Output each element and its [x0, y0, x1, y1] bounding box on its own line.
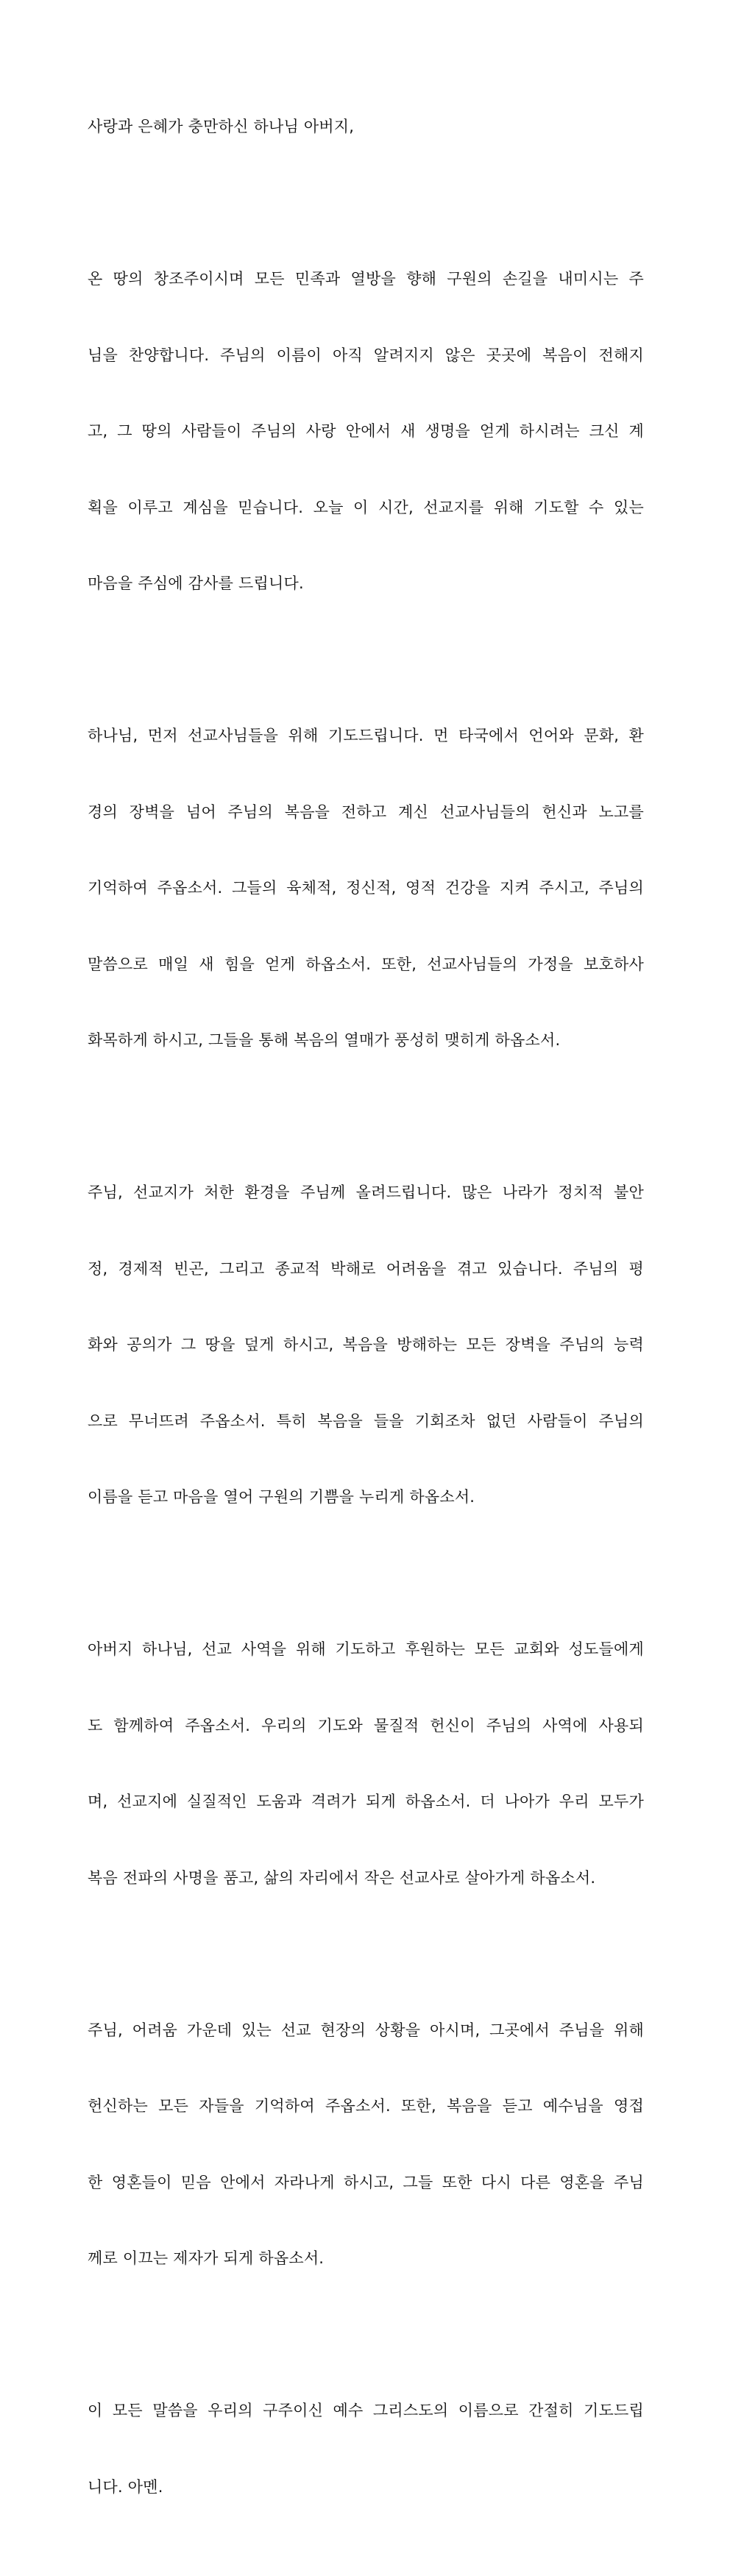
paragraph-churches [88, 1586, 644, 1941]
text-line: 이 모든 말씀을 우리의 구주이신 예수 그리스도의 이름으로 간절히 기도드립 [88, 2402, 644, 2419]
text-line: 고, 그 땅의 사람들이 주님의 사랑 안에서 새 생명을 얻게 하시려는 크신 계 [88, 422, 644, 440]
paragraph-praise [88, 216, 644, 647]
text-line: 한 영혼들이 믿음 안에서 자라나게 하시고, 그들 또한 다시 다른 영혼을 주님 [88, 2173, 644, 2191]
text-line: 화와 공의가 그 땅을 덮게 하시고, 복음을 방해하는 모든 장벽을 주님의 능력 [88, 1336, 644, 1353]
text-line: 니다. 아멘. [88, 2477, 163, 2496]
text-line: 온 땅의 창조주이시며 모든 민족과 열방을 향해 구원의 손길을 내미시는 주 [88, 270, 644, 288]
text-line: 아버지 하나님, 선교 사역을 위해 기도하고 후원하는 모든 교회와 성도들에게 [88, 1640, 644, 1658]
paragraph-greeting [88, 63, 644, 191]
paragraph-mission-field [88, 1129, 644, 1561]
text-line: 이름을 듣고 마음을 열어 구원의 기쁨을 누리게 하옵소서. [88, 1488, 475, 1506]
paragraph-closing [88, 2347, 644, 2550]
text-line: 께로 이끄는 제자가 되게 하옵소서. [88, 2249, 325, 2267]
paragraph-missionaries [88, 672, 644, 1104]
text-line: 님을 찬양합니다. 주님의 이름이 아직 알려지지 않은 곳곳에 복음이 전해지 [88, 346, 644, 364]
text-line: 주님, 어려움 가운데 있는 선교 현장의 상황을 아시며, 그곳에서 주님을 위해 [88, 2021, 644, 2039]
text-line: 헌신하는 모든 자들을 기억하여 주옵소서. 또한, 복음을 듣고 예수님을 영접 [88, 2097, 644, 2115]
text-line: 도 함께하여 주옵소서. 우리의 기도와 물질적 헌신이 주님의 사역에 사용되 [88, 1716, 644, 1734]
text-line: 화목하게 하시고, 그들을 통해 복음의 열매가 풍성히 맺히게 하옵소서. [88, 1031, 561, 1049]
text-line: 획을 이루고 계심을 믿습니다. 오늘 이 시간, 선교지를 위해 기도할 수 있는 [88, 498, 644, 516]
text-line: 경의 장벽을 넘어 주님의 복음을 전하고 계신 선교사님들의 헌신과 노고를 [88, 803, 644, 821]
text-line: 말씀으로 매일 새 힘을 얻게 하옵소서. 또한, 선교사님들의 가정을 보호하사 [88, 955, 644, 973]
text-line: 기억하여 주옵소서. 그들의 육체적, 정신적, 영적 건강을 지켜 주시고, 주님의 [88, 879, 644, 897]
text-line: 복음 전파의 사명을 품고, 삶의 자리에서 작은 선교사로 살아가게 하옵소서. [88, 1868, 596, 1887]
text-line: 사랑과 은혜가 충만하신 하나님 아버지, [88, 118, 355, 135]
text-line: 마음을 주심에 감사를 드립니다. [88, 574, 304, 592]
text-line: 주님, 선교지가 처한 환경을 주님께 올려드립니다. 많은 나라가 정치적 불안 [88, 1184, 644, 1201]
text-line: 며, 선교지에 실질적인 도움과 격려가 되게 하옵소서. 더 나아가 우리 모두가 [88, 1793, 644, 1810]
text-line: 으로 무너뜨려 주옵소서. 특히 복음을 들을 기회조차 없던 사람들이 주님의 [88, 1412, 644, 1430]
paragraph-believers [88, 1967, 644, 2322]
prayer-text [88, 63, 644, 2576]
text-line: 정, 경제적 빈곤, 그리고 종교적 박해로 어려움을 겪고 있습니다. 주님의 평 [88, 1259, 644, 1278]
text-line: 하나님, 먼저 선교사님들을 위해 기도드립니다. 먼 타국에서 언어와 문화, 환 [88, 727, 644, 744]
